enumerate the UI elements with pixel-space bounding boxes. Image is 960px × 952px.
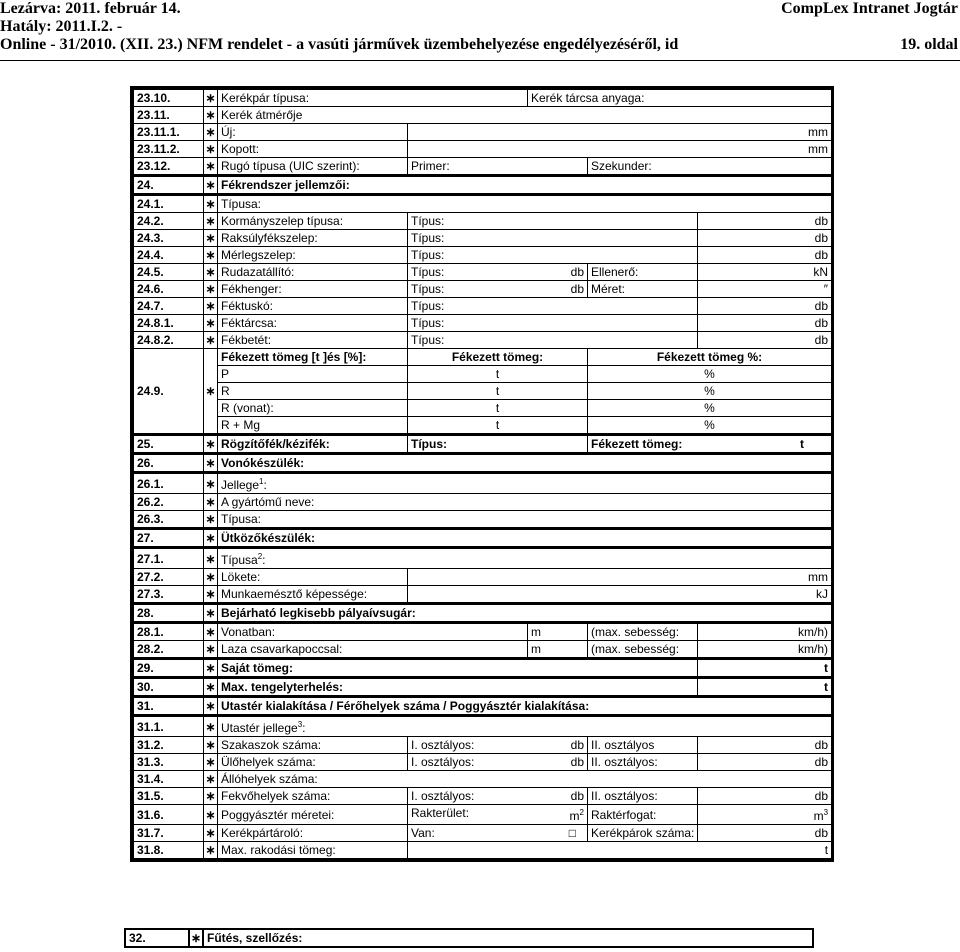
form-row xyxy=(134,641,832,659)
row-number: 25. xyxy=(134,435,204,454)
row-number: 32. xyxy=(125,929,189,947)
row-label: Kormányszelep típusa: xyxy=(218,213,408,230)
row-label: Féktárcsa: xyxy=(218,315,408,332)
row-field-label: I. osztályos: xyxy=(411,755,475,769)
row-number: 24.8.2. xyxy=(134,332,204,349)
unit-exponent: 3 xyxy=(823,808,829,817)
row-field-cell xyxy=(408,788,588,805)
required-mark: ∗ xyxy=(204,511,218,529)
required-mark: ∗ xyxy=(204,805,218,825)
row-number: 26.3. xyxy=(134,511,204,529)
publisher: CompLex Intranet Jogtár xyxy=(781,0,958,17)
row-label-cell: Utastér jellege$^3$: xyxy=(218,716,832,737)
header-rule xyxy=(0,60,960,61)
required-mark: ∗ xyxy=(205,772,216,786)
required-mark: ∗ xyxy=(205,316,216,330)
row-label: Szakaszok száma: xyxy=(218,737,408,754)
form-row xyxy=(134,788,832,805)
required-mark: ∗ xyxy=(204,659,218,678)
form-row xyxy=(134,417,832,435)
required-mark: ∗ xyxy=(204,473,218,494)
row-label: Kerékpártároló: xyxy=(218,825,408,842)
row-field-cell xyxy=(588,435,832,454)
row-label: Fékhenger: xyxy=(218,281,408,298)
form-row xyxy=(134,825,832,842)
form-row xyxy=(134,158,832,176)
row-field-label: Típus: xyxy=(411,282,445,296)
form-row xyxy=(134,383,832,400)
row-unit: t xyxy=(698,678,832,697)
required-mark: ∗ xyxy=(205,108,216,122)
row-unit: db xyxy=(698,247,832,264)
row-number: 27.3. xyxy=(134,586,204,604)
required-mark: ∗ xyxy=(205,142,216,156)
footnote-mark: 3 xyxy=(297,720,303,729)
form-row xyxy=(134,754,832,771)
section-row xyxy=(125,929,813,947)
row-label: Rugó típusa (UIC szerint): xyxy=(218,158,408,176)
required-mark: ∗ xyxy=(205,282,216,296)
row-number: 26.1. xyxy=(134,473,204,494)
row-unit: db xyxy=(698,298,832,315)
section-row xyxy=(134,176,832,195)
row-unit: db xyxy=(698,754,832,771)
form-table-continued xyxy=(124,928,814,948)
form-row xyxy=(134,124,832,141)
row-number: 31.7. xyxy=(134,825,204,842)
row-number: 27.1. xyxy=(134,548,204,569)
required-mark: ∗ xyxy=(204,623,218,641)
form-row xyxy=(134,400,832,417)
required-mark: ∗ xyxy=(204,176,218,195)
required-mark: ∗ xyxy=(204,529,218,548)
row-field-label: Fékezett tömeg: xyxy=(591,437,683,451)
section-row xyxy=(134,454,832,473)
row-unit: % xyxy=(588,400,832,417)
row-field-label: II. osztályos xyxy=(588,737,698,754)
row-number: 28. xyxy=(134,604,204,623)
row-unit: t xyxy=(408,842,832,859)
row-unit: m xyxy=(528,623,588,641)
row-label: Ülőhelyek száma: xyxy=(218,754,408,771)
row-field-label: I. osztályos: xyxy=(411,789,475,803)
required-mark: ∗ xyxy=(205,570,216,584)
row-number: 31.8. xyxy=(134,842,204,859)
form-row xyxy=(134,281,832,298)
required-mark: ∗ xyxy=(205,91,216,105)
row-unit: t xyxy=(698,659,832,678)
required-mark: ∗ xyxy=(204,195,218,213)
row-label: Munkaemésztő képessége: xyxy=(218,586,408,604)
row-field-label: II. osztályos: xyxy=(588,754,698,771)
row-field-label: Fékezett tömeg %: xyxy=(588,349,832,366)
row-number: 30. xyxy=(134,678,204,697)
required-mark: ∗ xyxy=(205,231,216,245)
checkbox-icon[interactable]: □ xyxy=(568,826,576,840)
form-row xyxy=(134,349,832,366)
required-mark: ∗ xyxy=(205,826,216,840)
row-unit: km/h) xyxy=(698,641,832,659)
form-row xyxy=(134,771,832,788)
document-title: Online - 31/2010. (XII. 23.) NFM rendelet - a vasúti járművek üzembehelyezése engedélyezéséről, id xyxy=(0,36,679,53)
row-number: 28.1. xyxy=(134,623,204,641)
required-mark: ∗ xyxy=(190,931,202,945)
row-label: Rögzítőfék/kézifék: xyxy=(218,435,408,454)
row-label: Állóhelyek száma: xyxy=(218,771,832,788)
row-number: 26. xyxy=(134,454,204,473)
row-number: 31.2. xyxy=(134,737,204,754)
row-field-label: Raktérfogat: xyxy=(588,805,698,825)
unit-exponent: 2 xyxy=(579,808,584,817)
row-label: A gyártómű neve: xyxy=(218,494,832,511)
form-row xyxy=(134,141,832,158)
required-mark: ∗ xyxy=(205,265,216,279)
row-field-cell xyxy=(408,264,588,281)
section-row xyxy=(134,659,832,678)
row-label: Max. rakodási tömeg: xyxy=(218,842,408,859)
required-mark: ∗ xyxy=(204,349,218,435)
section-title: Fűtés, szellőzés: xyxy=(203,929,813,947)
row-number: 24.4. xyxy=(134,247,204,264)
header-line-1 xyxy=(0,0,960,17)
row-unit: mm xyxy=(408,141,832,158)
row-unit: kN xyxy=(698,264,832,281)
row-number: 24.2. xyxy=(134,213,204,230)
form-row xyxy=(134,473,832,494)
row-unit: % xyxy=(588,383,832,400)
row-label: Típusa: xyxy=(218,511,832,529)
row-label: Új: xyxy=(218,124,408,141)
row-field-cell xyxy=(408,737,588,754)
row-number: 23.10. xyxy=(134,90,204,107)
row-number: 28.2. xyxy=(134,641,204,659)
form-row xyxy=(134,315,832,332)
row-unit: m xyxy=(569,809,580,823)
required-mark: ∗ xyxy=(204,716,218,737)
row-label: Kopott: xyxy=(218,141,408,158)
row-unit-cell xyxy=(698,805,832,825)
row-field-label: Típus: xyxy=(408,247,698,264)
required-mark: ∗ xyxy=(204,604,218,623)
row-field-cell xyxy=(408,805,588,825)
row-field-label: Típus: xyxy=(408,435,588,454)
required-mark: ∗ xyxy=(204,158,218,176)
required-mark: ∗ xyxy=(204,435,218,454)
row-label: Kerékpár típusa: xyxy=(218,90,528,107)
form-row xyxy=(134,366,832,383)
row-label: Laza csavarkapoccsal: xyxy=(218,641,528,659)
row-field-label: Típus: xyxy=(408,230,698,247)
row-unit: t xyxy=(408,366,588,383)
row-number: 24.3. xyxy=(134,230,204,247)
row-field-label: II. osztályos: xyxy=(588,788,698,805)
row-field-label: Kerékpárok száma: xyxy=(588,825,698,842)
page-number: 19. oldal xyxy=(900,36,958,53)
row-number: 31.1. xyxy=(134,716,204,737)
row-field-label: Típus: xyxy=(408,298,698,315)
row-number: 27. xyxy=(134,529,204,548)
row-field-label: Típus: xyxy=(408,213,698,230)
row-label: Típusa xyxy=(221,553,258,567)
row-label-cell: Jellege$^1$: xyxy=(218,473,832,494)
row-unit: db xyxy=(570,282,584,296)
row-label: R + Mg xyxy=(218,417,408,435)
form-row xyxy=(134,842,832,859)
row-number: 24.5. xyxy=(134,264,204,281)
required-mark: ∗ xyxy=(204,548,218,569)
form-row xyxy=(134,298,832,315)
row-unit: db xyxy=(570,265,584,279)
row-label: Rudazatállító: xyxy=(218,264,408,281)
row-unit: t xyxy=(408,417,588,435)
row-label: Mérlegszelep: xyxy=(218,247,408,264)
form-row xyxy=(134,494,832,511)
row-label: Raksúlyfékszelep: xyxy=(218,230,408,247)
row-field-label: Rakterület: xyxy=(411,806,470,820)
row-label: Fékbetét: xyxy=(218,332,408,349)
section-row xyxy=(134,435,832,454)
row-field-label: Típus: xyxy=(408,315,698,332)
row-label: Típusa: xyxy=(218,195,832,213)
section-title: Ütközőkészülék: xyxy=(218,529,832,548)
row-field-cell xyxy=(408,281,588,298)
row-unit: mm xyxy=(408,124,832,141)
row-label: R (vonat): xyxy=(218,400,408,417)
form-row xyxy=(134,107,832,124)
closed-date: Lezárva: 2011. február 14. xyxy=(0,0,181,17)
row-number: 31.5. xyxy=(134,788,204,805)
row-label: Lökete: xyxy=(218,569,408,586)
required-mark: ∗ xyxy=(205,789,216,803)
row-label: Max. tengelyterhelés: xyxy=(218,678,698,697)
required-mark: ∗ xyxy=(205,495,216,509)
row-number: 26.2. xyxy=(134,494,204,511)
row-number: 29. xyxy=(134,659,204,678)
row-number: 24.7. xyxy=(134,298,204,315)
form-row xyxy=(134,195,832,213)
row-unit: db xyxy=(698,825,832,842)
row-field-label: (max. sebesség: xyxy=(588,641,698,659)
form-table xyxy=(130,86,834,862)
section-title: Vonókészülék: xyxy=(218,454,832,473)
row-number: 23.11.2. xyxy=(134,141,204,158)
row-number: 23.12. xyxy=(134,158,204,176)
form-row xyxy=(134,805,832,825)
row-label: Poggyásztér méretei: xyxy=(218,805,408,825)
row-unit: db xyxy=(698,788,832,805)
row-field-cell xyxy=(408,825,588,842)
row-unit: db xyxy=(698,213,832,230)
row-label: P xyxy=(218,366,408,383)
row-unit: m xyxy=(528,641,588,659)
row-field-label: Ellenerő: xyxy=(588,264,698,281)
row-number: 24.9. xyxy=(134,349,204,435)
row-field-label: Típus: xyxy=(408,332,698,349)
section-row xyxy=(134,529,832,548)
row-number: 31.4. xyxy=(134,771,204,788)
form-row xyxy=(134,716,832,737)
row-unit: kJ xyxy=(408,586,832,604)
required-mark: ∗ xyxy=(204,641,218,659)
required-mark: ∗ xyxy=(205,738,216,752)
row-unit: % xyxy=(588,366,832,383)
form-row xyxy=(134,511,832,529)
row-number: 31. xyxy=(134,697,204,716)
row-field-label: Van: xyxy=(411,826,435,840)
row-field-label: Primer: xyxy=(408,158,588,176)
header-line-2 xyxy=(0,18,960,35)
row-label-cell: Típusa$^2$: xyxy=(218,548,832,569)
row-field-label: (max. sebesség: xyxy=(588,623,698,641)
row-number: 31.3. xyxy=(134,754,204,771)
row-unit: ″ xyxy=(698,281,832,298)
row-unit: db xyxy=(570,738,584,752)
row-field-label: Típus: xyxy=(411,265,445,279)
row-label: Kerék átmérője xyxy=(218,107,832,124)
required-mark: ∗ xyxy=(205,248,216,262)
row-number: 27.2. xyxy=(134,569,204,586)
form-row xyxy=(134,623,832,641)
required-mark: ∗ xyxy=(205,755,216,769)
required-mark: ∗ xyxy=(205,125,216,139)
required-mark: ∗ xyxy=(204,697,218,716)
row-label: Fékezett tömeg [t ]és [%]: xyxy=(218,349,408,366)
row-label: Féktuskó: xyxy=(218,298,408,315)
row-unit: db xyxy=(698,315,832,332)
header-line-3 xyxy=(0,36,960,53)
required-mark: ∗ xyxy=(204,454,218,473)
form-row xyxy=(134,247,832,264)
row-field-label: Méret: xyxy=(588,281,698,298)
row-unit: t xyxy=(408,400,588,417)
required-mark: ∗ xyxy=(205,299,216,313)
form-row xyxy=(134,548,832,569)
row-label: R xyxy=(218,383,408,400)
row-number: 24.6. xyxy=(134,281,204,298)
required-mark: ∗ xyxy=(205,333,216,347)
form-row xyxy=(134,586,832,604)
form-row xyxy=(134,332,832,349)
row-unit: db xyxy=(698,737,832,754)
row-number: 23.11.1. xyxy=(134,124,204,141)
footnote-mark: 1 xyxy=(259,477,264,486)
footnote-mark: 2 xyxy=(257,552,263,561)
row-label: Vonatban: xyxy=(218,623,528,641)
section-row xyxy=(134,697,832,716)
effective-date: Hatály: 2011.I.2. - xyxy=(0,18,123,35)
form-row xyxy=(134,90,832,107)
row-number: 24.8.1. xyxy=(134,315,204,332)
row-unit: % xyxy=(588,417,832,435)
row-label: Fekvőhelyek száma: xyxy=(218,788,408,805)
form-row xyxy=(134,230,832,247)
section-title: Bejárható legkisebb pályaívsugár: xyxy=(218,604,832,623)
form-row xyxy=(134,737,832,754)
row-number: 24.1. xyxy=(134,195,204,213)
required-mark: ∗ xyxy=(205,214,216,228)
row-field-label: I. osztályos: xyxy=(411,738,475,752)
row-unit: db xyxy=(698,332,832,349)
row-label: Utastér jellege xyxy=(221,721,298,735)
row-unit: t xyxy=(800,437,805,451)
required-mark: ∗ xyxy=(205,843,216,857)
row-label: Saját tömeg: xyxy=(218,659,698,678)
row-field-label: Szekunder: xyxy=(588,158,832,176)
required-mark: ∗ xyxy=(204,586,218,604)
row-number: 23.11. xyxy=(134,107,204,124)
form-row xyxy=(134,213,832,230)
form-row xyxy=(134,264,832,281)
section-title: Fékrendszer jellemzői: xyxy=(218,176,832,195)
row-unit: m xyxy=(813,809,824,823)
row-field-label: Kerék tárcsa anyaga: xyxy=(528,90,832,107)
row-unit: db xyxy=(698,230,832,247)
section-title: Utastér kialakítása / Férőhelyek száma / Poggyásztér kialakítása: xyxy=(218,697,832,716)
row-unit: db xyxy=(570,755,584,769)
row-unit: db xyxy=(570,789,584,803)
row-field-label: Fékezett tömeg: xyxy=(408,349,588,366)
form-row xyxy=(134,678,832,697)
row-unit: t xyxy=(408,383,588,400)
section-row xyxy=(134,604,832,623)
row-field-cell xyxy=(408,754,588,771)
row-unit: km/h) xyxy=(698,623,832,641)
row-number: 31.6. xyxy=(134,805,204,825)
required-mark: ∗ xyxy=(204,678,218,697)
row-label: Jellege xyxy=(221,478,260,492)
row-number: 24. xyxy=(134,176,204,195)
row-unit: mm xyxy=(408,569,832,586)
form-row xyxy=(134,569,832,586)
